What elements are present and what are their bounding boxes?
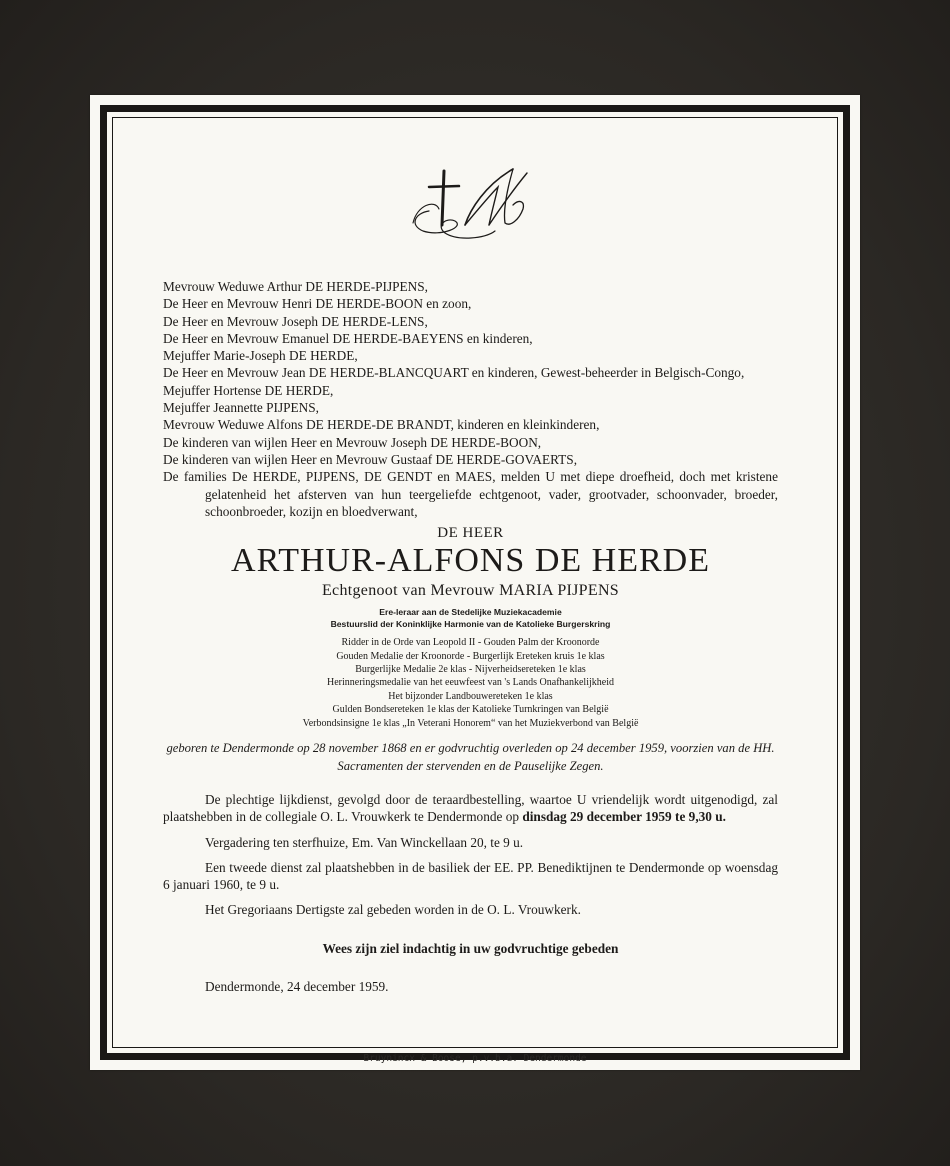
service-text: De plechtige lijkdienst, gevolgd door de teraardbestelling, waartoe U vriendelijk wordt uitgenodigd, zal plaatshebben in de collegiale O. L. Vrouwkerk te Dendermonde op	[163, 792, 778, 825]
funeral-service-paragraph	[163, 791, 778, 826]
role-line: Ere-leraar aan de Stedelijke Muziekacademie	[379, 607, 562, 618]
family-line: De kinderen van wijlen Heer en Mevrouw Gustaaf DE HERDE-GOVAERTS,	[163, 451, 578, 467]
place-and-date: Dendermonde, 24 december 1959.	[205, 978, 389, 994]
gathering-line: Vergadering ten sterfhuize, Em. Van Winckellaan 20, te 9 u.	[205, 834, 524, 850]
family-line: Mevrouw Weduwe Arthur DE HERDE-PIJPENS,	[163, 279, 428, 294]
honor-line: Gulden Bondsereteken 1e klas der Katolieke Turnkringen van België	[332, 704, 609, 716]
family-line: De Heer en Mevrouw Emanuel DE HERDE-BAEYENS en kinderen,	[163, 330, 533, 346]
deceased-name: ARTHUR-ALFONS DE HERDE	[231, 542, 710, 580]
role-line: Bestuurslid der Koninklijke Harmonie van de Katolieke Burgerskring	[330, 619, 611, 630]
second-service-paragraph: Een tweede dienst zal plaatshebben in de basiliek der EE. PP. Benediktijnen te Dendermonde op woensdag 6 januari 1960, te 9 u.	[163, 859, 778, 893]
family-line: De kinderen van wijlen Heer en Mevrouw Joseph DE HERDE-BOON,	[163, 434, 542, 450]
honor-line: Verbondsinsigne 1e klas „In Veterani Honorem“ van het Muziekverbond van België	[302, 717, 639, 729]
deceased-prefix: DE HEER	[437, 525, 504, 542]
family-line: De Heer en Mevrouw Jean DE HERDE-BLANCQUART en kinderen, Gewest-beheerder in Belgisch-Congo,	[163, 365, 745, 381]
spouse-line: Echtgenoot van Mevrouw MARIA PIJPENS	[321, 582, 619, 600]
family-line: De Heer en Mevrouw Henri DE HERDE-BOON en zoon,	[163, 296, 472, 312]
honor-line: Burgerlijke Medalie 2e klas - Nijverheidsereteken 1e klas	[355, 663, 586, 675]
family-line: De Heer en Mevrouw Joseph DE HERDE-LENS,	[163, 313, 428, 329]
honor-line: Herinneringsmedalie van het eeuwfeest van 's Lands Onafhankelijkheid	[327, 677, 614, 689]
cross-monogram-icon	[395, 165, 545, 255]
family-line: Mejuffer Marie-Joseph DE HERDE,	[163, 348, 358, 364]
family-announcement: De families De HERDE, PIJPENS, DE GENDT en MAES, melden U met diepe droefheid, doch met kristene gelatenheid het afsterven van hun teergeliefde echtgenoot, vader, grootvader, schoonvader, broeder, schoonbroeder, kozijn en bloedverwant,	[163, 469, 778, 519]
service-date: dinsdag 29 december 1959 te 9,30 u.	[522, 809, 726, 825]
honor-line: Ridder in de Orde van Leopold II - Gouden Palm der Kroonorde	[341, 637, 600, 649]
family-line: Mevrouw Weduwe Alfons DE HERDE-DE BRANDT, kinderen en kleinkinderen,	[163, 417, 600, 433]
honor-line: Gouden Medalie der Kroonorde - Burgerlijk Ereteken kruis 1e klas	[336, 650, 605, 662]
printer-imprint: Bruynincx & Boose, p.v.b.a. Dendermonde	[363, 1053, 587, 1064]
notice-content	[163, 278, 778, 995]
family-line: Mejuffer Hortense DE HERDE,	[163, 382, 334, 398]
honor-line: Het bijzonder Landbouwereteken 1e klas	[388, 690, 553, 702]
closing-prayer: Wees zijn ziel indachtig in uw godvruchtige gebeden	[322, 940, 619, 956]
honors-list	[163, 636, 778, 730]
family-line: Mejuffer Jeannette PIJPENS,	[163, 400, 319, 416]
birth-death-statement: geboren te Dendermonde op 28 november 1868 en er godvruchtig overleden op 24 december 1959, voorzien van de HH. Sacramenten der stervenden en de Pauselijke Zegen.	[166, 741, 775, 773]
funeral-notice-card	[90, 95, 860, 1070]
gregorian-line: Het Gregoriaans Dertigste zal gebeden worden in de O. L. Vrouwkerk.	[205, 902, 581, 918]
